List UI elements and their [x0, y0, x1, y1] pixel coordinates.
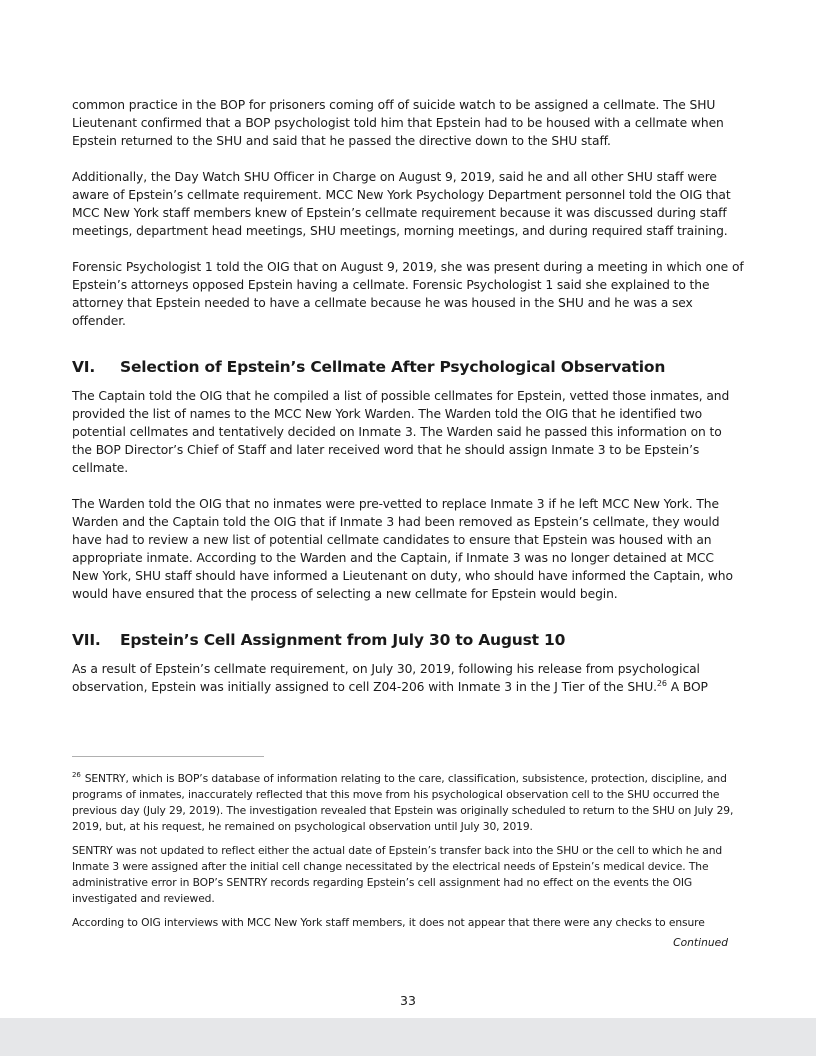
paragraph-forensic-psychologist: Forensic Psychologist 1 told the OIG that on August 9, 2019, she was present during a meeting in which one of Epstein’s attorneys opposed Epstein having a cellmate. Forensic Psychologist 1 said she explained to the attorney that Epstein needed to have a cellmate because he was housed in the SHU and he was a sex offender.	[72, 260, 744, 328]
paragraph-cell-assignment	[72, 660, 744, 696]
footnote-26	[72, 771, 744, 835]
section-number: VI.	[72, 358, 96, 376]
section-title: Selection of Epstein’s Cellmate After Psychological Observation	[120, 358, 666, 376]
paragraph-text: A BOP	[666, 680, 708, 694]
continued-label: Continued	[673, 936, 728, 949]
body-text	[72, 96, 744, 696]
paragraph-captain-list: The Captain told the OIG that he compiled a list of possible cellmates for Epstein, vetted those inmates, and provided the list of names to the MCC New York Warden. The Warden told the OIG that he identified two potential cellmates and tentatively decided on Inmate 3. The Warden said he passed this information on to the BOP Director’s Chief of Staff and later received word that he should assign Inmate 3 to be Epstein’s cellmate.	[72, 389, 730, 475]
footnote-26-continuation: SENTRY was not updated to reflect either the actual date of Epstein’s transfer back into the SHU or the cell to which he and Inmate 3 were assigned after the initial cell change necessitated by the electrical needs of Epstein’s medical device. The administrative error in BOP’s SENTRY records regarding Epstein’s cell assignment had no effect on the events the OIG investigated and reviewed.	[72, 844, 723, 905]
paragraph-suicide-watch: common practice in the BOP for prisoners coming off of suicide watch to be assigned a cellmate. The SHU Lieutenant confirmed that a BOP psychologist told him that Epstein had to be housed with a cellmate when Epstein returned to the SHU and said that he passed the directive down to the SHU staff.	[72, 98, 724, 148]
footnotes	[72, 771, 744, 939]
footnote-divider	[72, 756, 264, 757]
section-heading-vii	[72, 629, 744, 651]
section-title: Epstein’s Cell Assignment from July 30 to August 10	[120, 631, 566, 649]
footnote-reference: 26	[656, 678, 667, 688]
footnote-26-continuation-2: According to OIG interviews with MCC New York staff members, it does not appear that there were any checks to ensure	[72, 916, 705, 929]
footnote-text: SENTRY, which is BOP’s database of information relating to the care, classification, subsistence, protection, discipline, and programs of inmates, inaccurately reflected that this move from his psychological observation cell to the SHU occurred the previous day (July 29, 2019). The investigation revealed that Epstein was originally scheduled to return to the SHU on July 29, 2019, but, at his request, he remained on psychological observation until July 30, 2019.	[72, 772, 734, 833]
paragraph-text: As a result of Epstein’s cellmate requirement, on July 30, 2019, following his release from psychological observation, Epstein was initially assigned to cell Z04-206 with Inmate 3 in the J Tier of the SHU.	[72, 662, 700, 694]
section-number: VII.	[72, 631, 101, 649]
page-number: 33	[400, 993, 416, 1008]
section-heading-vi	[72, 356, 744, 378]
paragraph-pre-vetted: The Warden told the OIG that no inmates were pre-vetted to replace Inmate 3 if he left MCC New York. The Warden and the Captain told the OIG that if Inmate 3 had been removed as Epstein’s cellmate, they would have had to review a new list of potential cellmate candidates to ensure that Epstein was housed with an appropriate inmate. According to the Warden and the Captain, if Inmate 3 was no longer detained at MCC New York, SHU staff should have informed a Lieutenant on duty, who should have informed the Captain, who would have ensured that the process of selecting a new cellmate for Epstein would begin.	[72, 497, 733, 601]
footnote-marker: 26	[72, 771, 81, 780]
paragraph-cellmate-awareness: Additionally, the Day Watch SHU Officer in Charge on August 9, 2019, said he and all other SHU staff were aware of Epstein’s cellmate requirement. MCC New York Psychology Department personnel told the OIG that MCC New York staff members knew of Epstein’s cellmate requirement because it was discussed during staff meetings, department head meetings, SHU meetings, morning meetings, and during required staff training.	[72, 170, 731, 238]
